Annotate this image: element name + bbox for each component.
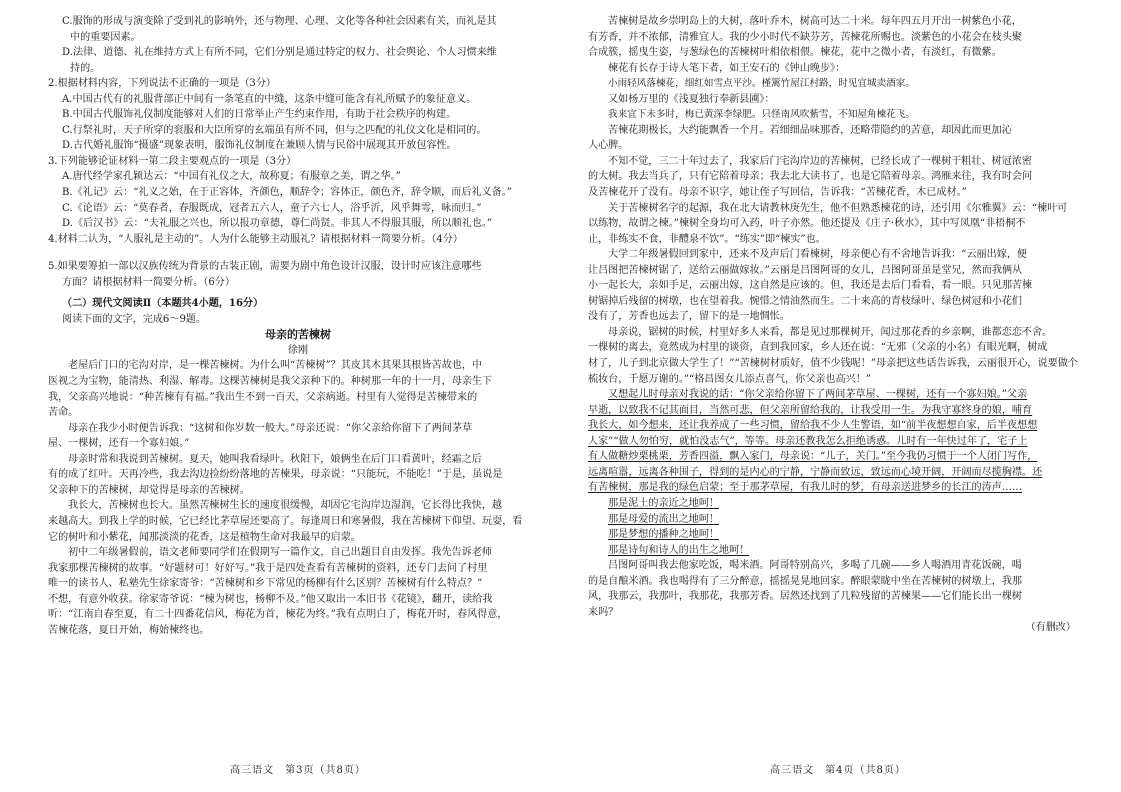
essay-line: 母亲时常和我说到苦楝树。夏天，她叫我看绿叶。秋阳下，娘俩坐在后门口看黄叶，经霜之后 xyxy=(68,453,482,465)
essay-line: 小一起长大，亲如手足，云丽出嫁，这自然是应该的。但，我还是去后门看看，看一眼。只见那苦楝 xyxy=(588,280,1033,292)
essay-line: 止，非练实不食，非醴泉不饮”。“练实”即“楝实”也。 xyxy=(588,233,826,245)
essay-line: 我，父亲高兴地说：“种苦楝有有福。”我出生不到一百天，父亲病逝。村里有人觉得是苦楝带来的 xyxy=(48,391,478,403)
essay-line: 苦楝树是故乡崇明岛上的大树，落叶乔木，树高可达二十米。每年四五月开出一树紫色小花， xyxy=(608,16,1022,27)
question-line: A.唐代经学家孔颖达云：“中国有礼仪之大，故称夏；有服章之美，谓之华。” xyxy=(62,171,401,183)
essay-line: 屋、一棵树，还有一个寡妇娘。” xyxy=(48,438,190,450)
question-line: B.中国古代服饰礼仪制度能够对人们的日常举止产生约束作用，有助于社会秩序的构建。 xyxy=(62,109,457,121)
underlined-line: 有苦楝树，那是我的绿色启蒙；至于那茅草屋，有我儿时的梦，有母亲送进梦乡的长江的涛声…… xyxy=(588,482,1023,494)
verse-line: 那是诗句和诗人的出生之地呵！ xyxy=(608,544,750,556)
essay-line: 母亲说，锯树的时候，村里好多人来看，都是见过那棵树开，闻过那花香的乡亲啊，谁都恋恋不舍。 xyxy=(608,326,1053,338)
underlined-line: 远离喧嚣，远离各种围子，得到的是内心的宁静，宁静而致远，致远而心境开阔，开阔而尽揽胸襟。还 xyxy=(588,466,1043,478)
underlined-line: 人家”“做人勿怕穷，就怕没志气”，等等。母亲还教我怎么拒绝诱惑。儿时有一年快过年了，宅子上 xyxy=(588,435,1028,447)
essay-line: 梳妆台，千愿万谢的。”“格昌图女儿添点喜气，你父亲也高兴！” xyxy=(588,373,871,385)
question-line: D.《后汉书》云：“夫礼服之兴也，所以报功章德，尊仁尚贤。非其人不得服其服，所以顺礼也。” xyxy=(62,218,493,230)
question-line: D.古代婚礼服饰“摄盛”现象表明，服饰礼仪制度在兼顾人情与民俗中展现其开放包容性。 xyxy=(62,140,457,152)
question-line: D.法律、道德、礼在维持方式上有所不同，它们分别是通过特定的权力、社会舆论、个人习惯来维 xyxy=(62,47,497,59)
essay-line: 老屋后门口的宅沟对岸，是一棵苦楝树。为什么叫“苦楝树”？其皮其木其果其根皆苦故也，中 xyxy=(68,360,483,372)
left-page xyxy=(48,14,548,792)
question-line: 方面？请根据材料一简要分析。（6分） xyxy=(62,276,235,288)
essay-line: 人心脾。 xyxy=(588,140,629,152)
essay-line: 风，我那云，我那叶，我那花，我那芳香。居然还找到了几粒残留的苦楝果——它们能长出一棵树 xyxy=(588,591,1023,603)
question-line: C.行祭礼时，天子所穿的衮服和大臣所穿的玄端虽有所不同，但与之匹配的礼仪文化是相同的。 xyxy=(62,124,487,136)
essay-line: 来越高大。到我上学的时候，它已经比茅草屋还要高了。每逢周日和寒暑假，我在苦楝树下仰望、玩耍，看 xyxy=(48,515,523,527)
essay-line: 不想，有意外收获。徐家寄爷说：“楝为树也，杨柳不及。”他又取出一本旧书《花镜》，翻开，读给我 xyxy=(48,593,493,605)
text-line: 又如杨万里的《浅夏独行奉新县圃》： xyxy=(608,93,775,105)
page-footer-left: 高三语文 第3页（共8页） xyxy=(230,765,366,776)
essay-line: 没有了，芳香也远去了，留下的是一地惆怅。 xyxy=(588,311,790,323)
essay-line: 我家那棵苦楝树的故事。“好题材可！好好写。”我于是四处查看有苦楝树的资料，还专门去问了村里 xyxy=(48,562,488,574)
essay-line: 一棵树的离去，竟然成为村里的谈资，直到我回家，乡人还在说：“无邪（父亲的小名）有眼光啊，树成 xyxy=(588,342,1048,354)
question-line: B.《礼记》云：“礼义之始，在于正容体，齐颜色，顺辞令；容体正，颜色齐，辞令顺，而后礼义备。” xyxy=(62,187,512,199)
question-line: 持的。 xyxy=(70,62,101,74)
verse-line: 那是梦想的播种之地呵！ xyxy=(608,529,720,541)
underlined-line: 我长大，如今想来，还让我养成了一些习惯，留给我不少人生警语，如“前半夜想想自家，后半夜想想 xyxy=(588,420,1038,432)
essay-line: 有芳香，并不浓郁，清雅宜人。我的少小时代不缺芬芳，苦楝花所赐也。淡紫色的小花会在枝头聚 xyxy=(588,31,1023,43)
essay-line: 关于苦楝树名字的起源，我在北大请教林庚先生，他不但熟悉楝花的诗，还引用《尔雅翼》云：“楝叶可 xyxy=(608,202,1068,214)
essay-line: 楝花有长存于诗人笔下者，如王安石的《钟山晚步》： xyxy=(608,62,846,74)
underlined-line: 有人做糖炒栗桃栗，芳香四溢，飘入家门，母亲说：“儿子，关门。”至今我仍习惯于一个人闭门写作， xyxy=(588,451,1038,463)
essay-line: 苦命。 xyxy=(48,407,79,419)
page-footer-right: 高三语文 第4页（共8页） xyxy=(770,765,906,776)
source-note: （有删改） xyxy=(1025,622,1076,634)
essay-line: 让吕图把苦楝树锯了，送给云丽做嫁妆。”云丽是吕图阿哥的女儿，吕图阿哥虽是堂兄，然而我俩从 xyxy=(588,264,1023,276)
section-heading: （二）现代文阅读Ⅱ（本题共4小题，16分） xyxy=(62,298,264,310)
essay-line: 苦楝花落，夏日开始，梅始楝终也。 xyxy=(48,624,210,636)
essay-line: 的是自酿米酒。我也喝得有了三分醉意，摇摇晃晃地回家。醉眼蒙眬中坐在苦楝树的树墩上，我那 xyxy=(588,575,1023,587)
essay-author: 徐刚 xyxy=(287,344,309,356)
essay-line: 苦楝花期极长，大约能飘香一个月。若细细品味那香，还略带隐约的苦意，却因此而更加沁 xyxy=(608,124,1012,136)
essay-line: 不知不觉，三二十年过去了，我家后门宅沟岸边的苦楝树，已经长成了一棵树干粗壮、树冠浓密 xyxy=(608,155,1032,167)
question-line: 2.根据材料内容，下列说法不正确的一项是（3分） xyxy=(48,78,277,90)
essay-line: 及苦楝花开了没有。母亲不识字，她让侄子写回信，告诉我：“苦楝花香，木已成材。” xyxy=(588,187,967,199)
question-line: C.服饰的形成与演变除了受到礼的影响外，还与物理、心理、文化等各种社会因素有关，而礼是其 xyxy=(62,16,497,27)
question-line: 5.如果要筹拍一部以汉族传统为背景的古装正剧，需要为剧中角色设计汉服，设计时应该注意哪些 xyxy=(48,261,482,273)
verse-line: 那是母爱的流出之地呵！ xyxy=(608,513,720,525)
essay-line: 唯一的读书人、私塾先生徐家寄爷：“苦楝树和乡下常见的杨柳有什么区别？苦楝树有什么特点？” xyxy=(48,578,483,590)
essay-line: 大学二年级暑假回到家中，还来不及声后门看楝树，母亲便心有不舍地告诉我：“云丽出嫁，便 xyxy=(608,249,1028,261)
essay-title: 母亲的苦楝树 xyxy=(265,328,331,342)
section-intro: 阅读下面的文字，完成6～9题。 xyxy=(62,313,207,325)
essay-line: 医视之为宝物，能清热、利湿、解毒。这棵苦楝树是我父亲种下的。种树那一年的十一月，母亲生下 xyxy=(48,376,493,388)
question-line: 3.下列能够论证材料一第二段主要观点的一项是（3分） xyxy=(48,155,297,167)
essay-line: 它的树叶和小紫花，闻那淡淡的花香，这是植物生命对我最早的启蒙。 xyxy=(48,531,361,543)
essay-line: 材了，儿子到北京做大学生了！”“苦楝树材质好，值不少钱呢！”母亲把这些话告诉我，云丽很开心，说要做个 xyxy=(588,358,1078,370)
essay-line: 以练物，故谓之楝。”楝树全身均可入药，叶子亦然。他还提及《庄子·秋水》，其中写凤凰“非梧桐不 xyxy=(588,218,1026,230)
question-line: 4.材料二认为，“人服礼是主动的”。人为什么能够主动服礼？请根据材料一简要分析。（4分） xyxy=(48,233,463,245)
essay-line: 来吗？ xyxy=(588,606,619,618)
right-page xyxy=(588,14,1088,792)
underlined-line: 又想起儿时母亲对我说的话：“你父亲给你留下了两间茅草屋、一棵树，还有一个寡妇娘。”父亲 xyxy=(608,389,1028,401)
essay-line: 听：“江南自春至夏，有二十四番花信风，梅花为首，楝花为终。”我有点明白了，梅花开时，春风得意， xyxy=(48,609,508,621)
question-line: 中的重要因素。 xyxy=(70,31,141,43)
question-line: C.《论语》云：“莫春者，春服既成，冠者五六人，童子六七人，浴乎沂，风乎舞雩，咏而归。” xyxy=(62,202,482,214)
essay-line: 初中二年级暑假前，语文老师要同学们在假期写一篇作文，自己出题目自由发挥。我先告诉老师 xyxy=(68,547,492,559)
poem-line: 小雨轻风落楝花，细红如雪点平沙。槿篱竹屋江村路，时见宜城卖酒家。 xyxy=(608,78,915,90)
essay-line: 的大树。我去当兵了，只有它陪着母亲；我去北大读书了，也是它陪着母亲。鸿雁来往，我有时会问 xyxy=(588,171,1033,183)
question-line: A.中国古代有的礼服背部正中间有一条笔直的中缝，这条中缝可能含有礼所赋予的象征意义。 xyxy=(62,93,477,105)
essay-line: 有的成了红叶。天再冷些，我去沟边捡纷纷落地的苦楝果，母亲说：“只能玩，不能吃！”于是，虽说是 xyxy=(48,469,503,481)
essay-line: 合成簇，摇曳生姿，与葱绿色的苦楝树叶相依相偎。楝花，花中之微小者，有淡红，有微紫。 xyxy=(588,47,1002,59)
essay-line: 树锯掉后残留的树墩，也在望着我。惋惜之情油然而生。二十来高的青枝绿叶、绿色树冠和小花们 xyxy=(588,295,1023,307)
underlined-line: 早逝，以致我不记其面目，当然可悲，但父亲所留给我的，让我受用一生。为我守寡终身的娘，哺育 xyxy=(588,404,1033,416)
poem-line: 我来宜下未多时，梅已黄深李绿肥。只怪南风吹紫雪，不知屋角楝花飞。 xyxy=(608,109,915,121)
essay-line: 我长大，苦楝树也长大。虽然苦楝树生长的速度很缓慢，却因它宅沟岸边湿润，它长得比我快，越 xyxy=(68,500,503,512)
essay-line: 吕图阿哥叫我去他家吃饭，喝米酒。阿哥特别高兴，多喝了几碗——乡人喝酒用青花饭碗，喝 xyxy=(608,560,1022,572)
essay-line: 母亲在我少小时便告诉我：“这树和你岁数一般大。”母亲还说：“你父亲给你留下了两间茅草 xyxy=(68,422,473,434)
essay-line: 父亲种下的苦楝树，却觉得是母亲的苦楝树。 xyxy=(48,484,250,496)
verse-line: 那是泥土的亲近之地呵！ xyxy=(608,497,720,509)
